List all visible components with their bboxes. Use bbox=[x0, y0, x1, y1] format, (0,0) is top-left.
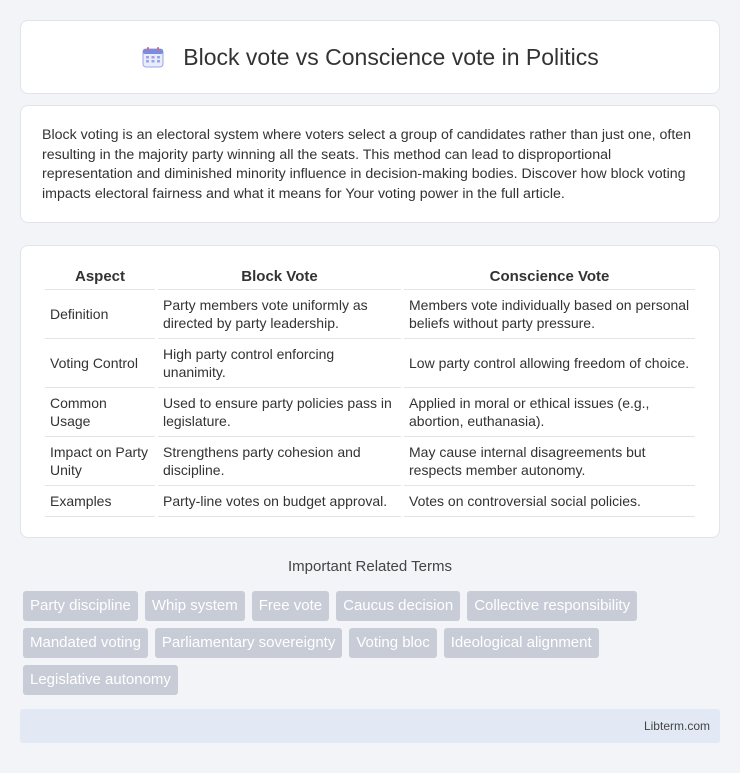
table-cell: Low party control allowing freedom of choice. bbox=[404, 339, 695, 388]
table-cell: Voting Control bbox=[45, 339, 155, 388]
related-term-tag[interactable]: Parliamentary sovereignty bbox=[155, 628, 342, 658]
intro-card bbox=[20, 105, 720, 223]
related-terms-title: Important Related Terms bbox=[288, 558, 452, 575]
table-cell: High party control enforcing unanimity. bbox=[158, 339, 401, 388]
table-cell: Strengthens party cohesion and discipline. bbox=[158, 437, 401, 486]
header-card bbox=[20, 20, 720, 94]
table-cell: Definition bbox=[45, 290, 155, 339]
page-title: Block vote vs Conscience vote in Politics bbox=[183, 43, 599, 70]
table-cell: Party-line votes on budget approval. bbox=[158, 486, 401, 517]
intro-text: Block voting is an electoral system where voters select a group of candidates rather than just one, often resulting in the majority party winning all the seats. This method can lead to disproportional representation and diminished minority influence in decision-making bodies. Discover how block voting impacts electoral fairness and what it means for Your voting power in the full article. bbox=[42, 127, 692, 202]
related-term-tag[interactable]: Voting bloc bbox=[349, 628, 436, 658]
related-terms-list bbox=[23, 591, 723, 702]
related-term-tag[interactable]: Whip system bbox=[145, 591, 245, 621]
calendar-icon bbox=[141, 45, 165, 69]
table-cell: Examples bbox=[45, 486, 155, 517]
table-row bbox=[45, 339, 695, 388]
site-link[interactable]: Libterm.com bbox=[643, 719, 710, 733]
table-header-row bbox=[45, 266, 695, 290]
table-cell: Party members vote uniformly as directed by party leadership. bbox=[158, 290, 401, 339]
table-cell: Common Usage bbox=[45, 388, 155, 437]
footer bbox=[20, 709, 720, 743]
table-cell: Members vote individually based on personal beliefs without party pressure. bbox=[404, 290, 695, 339]
table-row bbox=[45, 290, 695, 339]
comparison-table-card bbox=[20, 245, 720, 538]
comparison-table bbox=[42, 266, 698, 517]
column-header: Block Vote bbox=[158, 266, 401, 290]
related-term-tag[interactable]: Party discipline bbox=[23, 591, 138, 621]
table-cell: Votes on controversial social policies. bbox=[404, 486, 695, 517]
related-term-tag[interactable]: Ideological alignment bbox=[444, 628, 599, 658]
related-term-tag[interactable]: Free vote bbox=[252, 591, 329, 621]
table-cell: Impact on Party Unity bbox=[45, 437, 155, 486]
table-row bbox=[45, 388, 695, 437]
related-term-tag[interactable]: Collective responsibility bbox=[467, 591, 637, 621]
table-row bbox=[45, 486, 695, 517]
table-row bbox=[45, 437, 695, 486]
column-header: Aspect bbox=[45, 266, 155, 290]
column-header: Conscience Vote bbox=[404, 266, 695, 290]
table-cell: May cause internal disagreements but respects member autonomy. bbox=[404, 437, 695, 486]
related-term-tag[interactable]: Mandated voting bbox=[23, 628, 148, 658]
related-term-tag[interactable]: Caucus decision bbox=[336, 591, 460, 621]
table-cell: Used to ensure party policies pass in legislature. bbox=[158, 388, 401, 437]
related-term-tag[interactable]: Legislative autonomy bbox=[23, 665, 178, 695]
table-cell: Applied in moral or ethical issues (e.g., abortion, euthanasia). bbox=[404, 388, 695, 437]
